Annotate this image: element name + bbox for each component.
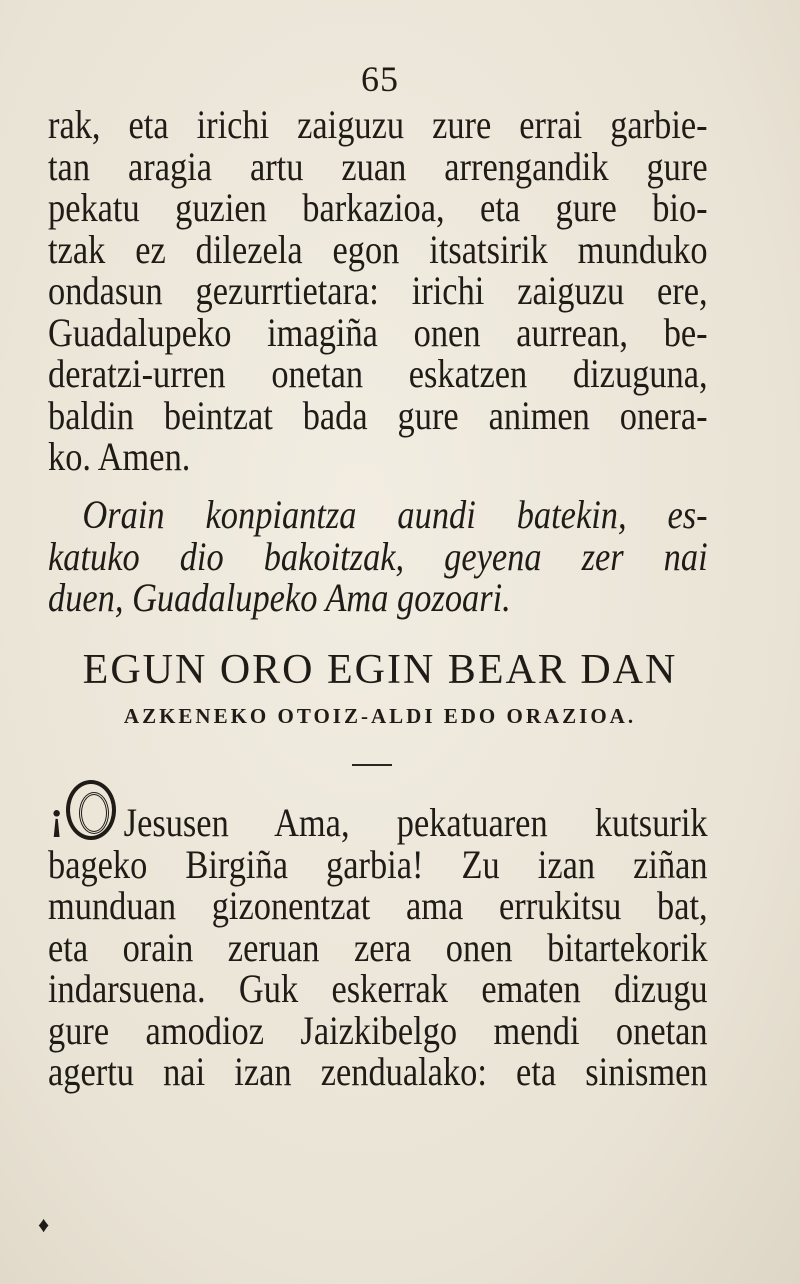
text-line: pekatu guzien barkazioa, eta gure bio- — [48, 185, 708, 230]
italic-instruction — [48, 494, 708, 619]
text-line: Guadalupeko imagiña onen aurrean, be- — [48, 309, 708, 355]
section-heading: EGUN ORO EGIN BEAR DAN — [82, 647, 678, 693]
text-line: agertu nai izan zendualako: eta sinismen — [48, 1049, 708, 1094]
divider-rule — [352, 764, 392, 766]
text-line: munduan gizonentzat ama errukitsu bat, — [48, 883, 708, 928]
paragraph-final-prayer — [48, 802, 708, 1093]
drop-cap-exclamation: ¡ — [50, 793, 64, 838]
text-line: ko. Amen. — [48, 434, 191, 479]
text-line: deratzi-urren onetan eskatzen dizuguna, — [48, 351, 708, 396]
text-line: baldin beintzat bada gure animen onera- — [48, 392, 708, 438]
text-line: eta orain zeruan zera onen bitartekorik — [48, 924, 708, 970]
text-line: rak, eta irichi zaiguzu zure errai garbie- — [48, 102, 708, 147]
page-number: 65 — [361, 59, 399, 99]
text-line: tzak ez dilezela egon itsatsirik munduko — [48, 226, 708, 272]
section-subheading: AZKENEKO OTOIZ-ALDI EDO ORAZIOA. — [123, 704, 637, 728]
text-line: bageko Birgiña garbia! Zu izan ziñan — [48, 841, 708, 887]
text-line: tan aragia artu zuan arrengandik gure — [48, 143, 708, 189]
text-line: katuko dio bakoitzak, geyena zer nai — [48, 533, 708, 579]
text-line: Orain konpiantza aundi batekin, es- — [82, 492, 708, 537]
text-line: gure amodioz Jaizkibelgo mendi onetan — [48, 1007, 708, 1053]
text-line: duen, Guadalupeko Ama gozoari. — [48, 575, 511, 620]
text-line: Jesusen Ama, pekatuaren kutsurik — [123, 800, 708, 845]
paragraph-prayer-continuation — [48, 104, 708, 478]
text-line: ondasun gezurrtietara: irichi zaiguzu ere, — [48, 268, 708, 313]
text-line: indarsuena. Guk eskerrak ematen dizugu — [48, 966, 708, 1011]
printer-mark: ♦ — [38, 1212, 50, 1237]
